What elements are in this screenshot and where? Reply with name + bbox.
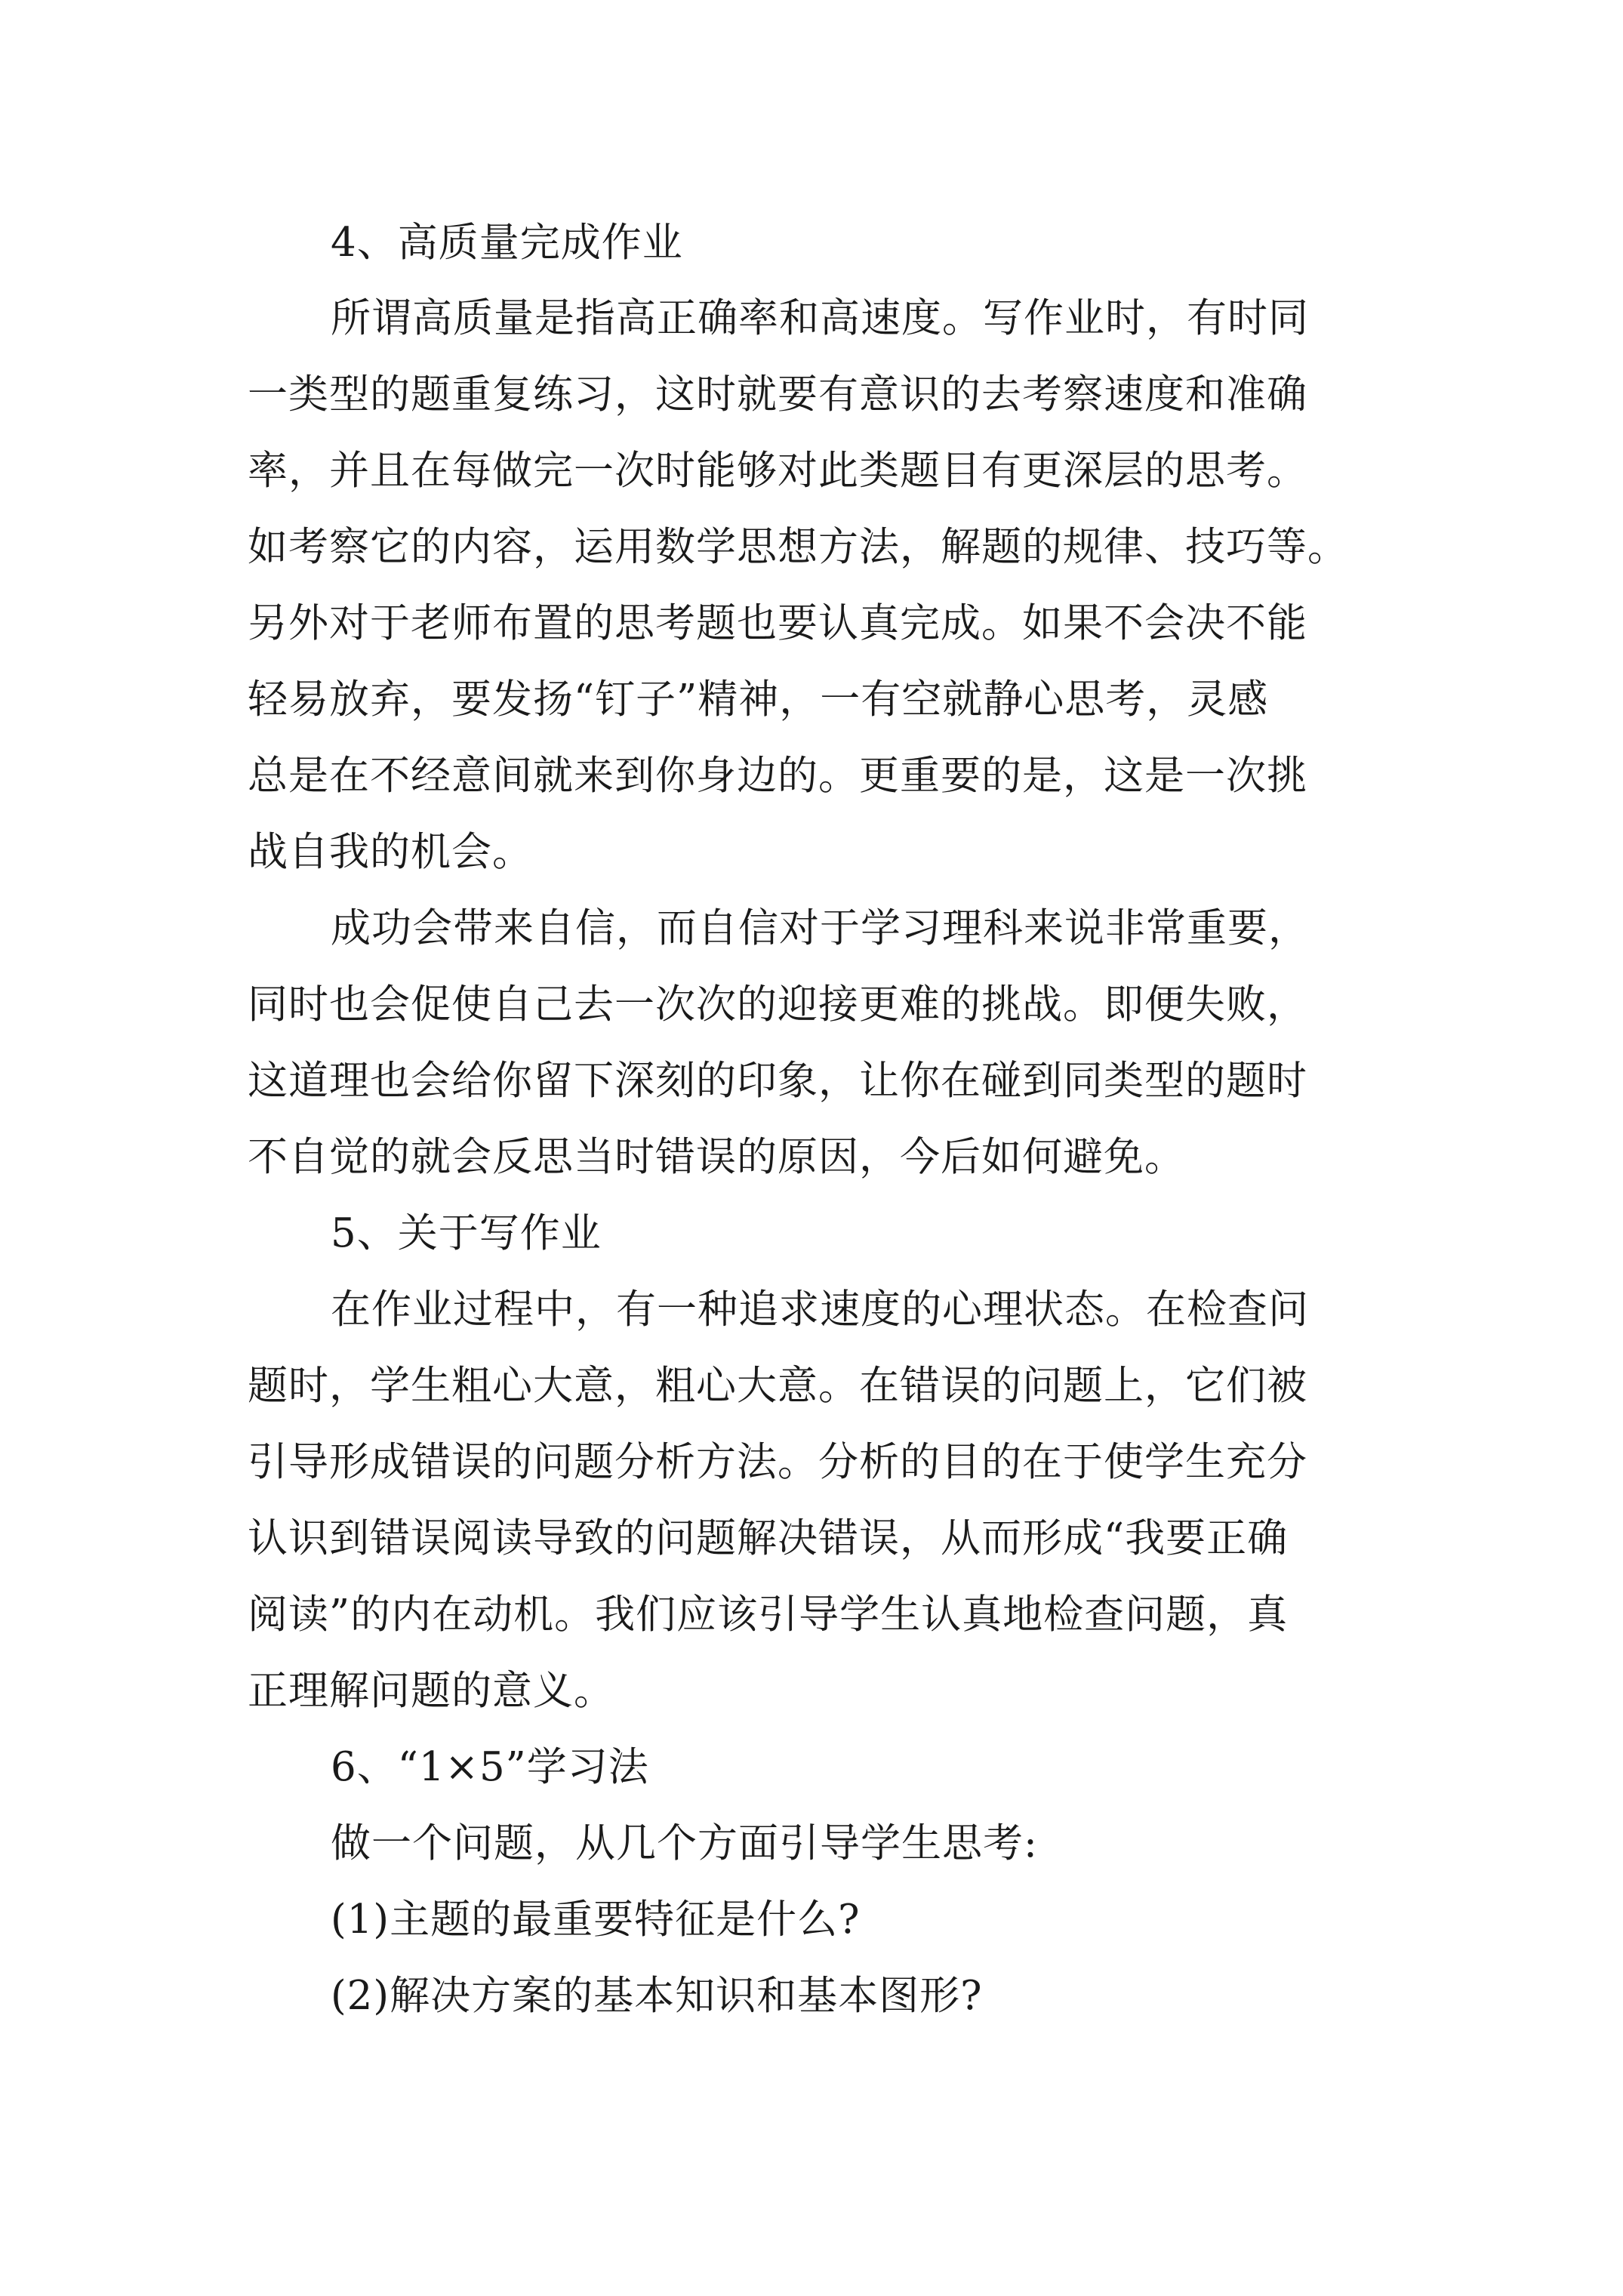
paragraph-line: 不自觉的就会反思当时错误的原因，今后如何避免。 — [248, 1134, 1185, 1180]
paragraph-line: 轻易放弃，要发扬“钉子”精神，一有空就静心思考，灵感 — [248, 676, 1269, 723]
paragraph-line: 这道理也会给你留下深刻的印象，让你在碰到同类型的题时 — [248, 1058, 1307, 1104]
paragraph-line: 题时，学生粗心大意，粗心大意。在错误的问题上，它们被 — [248, 1363, 1307, 1409]
heading-4: 4、高质量完成作业 — [331, 220, 683, 266]
paragraph-line: 正理解问题的意义。 — [248, 1668, 614, 1714]
paragraph-line: 如考察它的内容，运用数学思想方法，解题的规律、技巧等。 — [248, 524, 1348, 570]
paragraph-line: 在作业过程中，有一种追求速度的心理状态。在检查问 — [331, 1287, 1309, 1333]
paragraph-line: 阅读”的内在动机。我们应该引导学生认真地检查问题，真 — [248, 1592, 1289, 1638]
paragraph-line: 成功会带来自信，而自信对于学习理科来说非常重要， — [331, 905, 1309, 951]
heading-5: 5、关于写作业 — [331, 1210, 602, 1256]
paragraph-line: 另外对于老师布置的思考题也要认真完成。如果不会决不能 — [248, 600, 1307, 646]
paragraph-line: 总是在不经意间就来到你身边的。更重要的是，这是一次挑 — [248, 753, 1307, 799]
paragraph-line: 率，并且在每做完一次时能够对此类题目有更深层的思考。 — [248, 448, 1307, 494]
paragraph-line: 同时也会促使自己去一次次的迎接更难的挑战。即便失败， — [248, 982, 1307, 1028]
paragraph-line: 引导形成错误的问题分析方法。分析的目的在于使学生充分 — [248, 1439, 1307, 1485]
paragraph-line: 所谓高质量是指高正确率和高速度。写作业时，有时同 — [331, 295, 1309, 341]
list-item: (2)解决方案的基本知识和基本图形? — [331, 1973, 983, 2019]
paragraph-line: 战自我的机会。 — [248, 829, 533, 875]
paragraph-line: 一类型的题重复练习，这时就要有意识的去考察速度和准确 — [248, 371, 1307, 418]
heading-6: 6、“1×5”学习法 — [331, 1744, 649, 1790]
paragraph-line: 做一个问题，从几个方面引导学生思考: — [331, 1820, 1038, 1866]
paragraph-line: 认识到错误阅读导致的问题解决错误，从而形成“我要正确 — [248, 1515, 1289, 1561]
list-item: (1)主题的最重要特征是什么? — [331, 1897, 861, 1943]
